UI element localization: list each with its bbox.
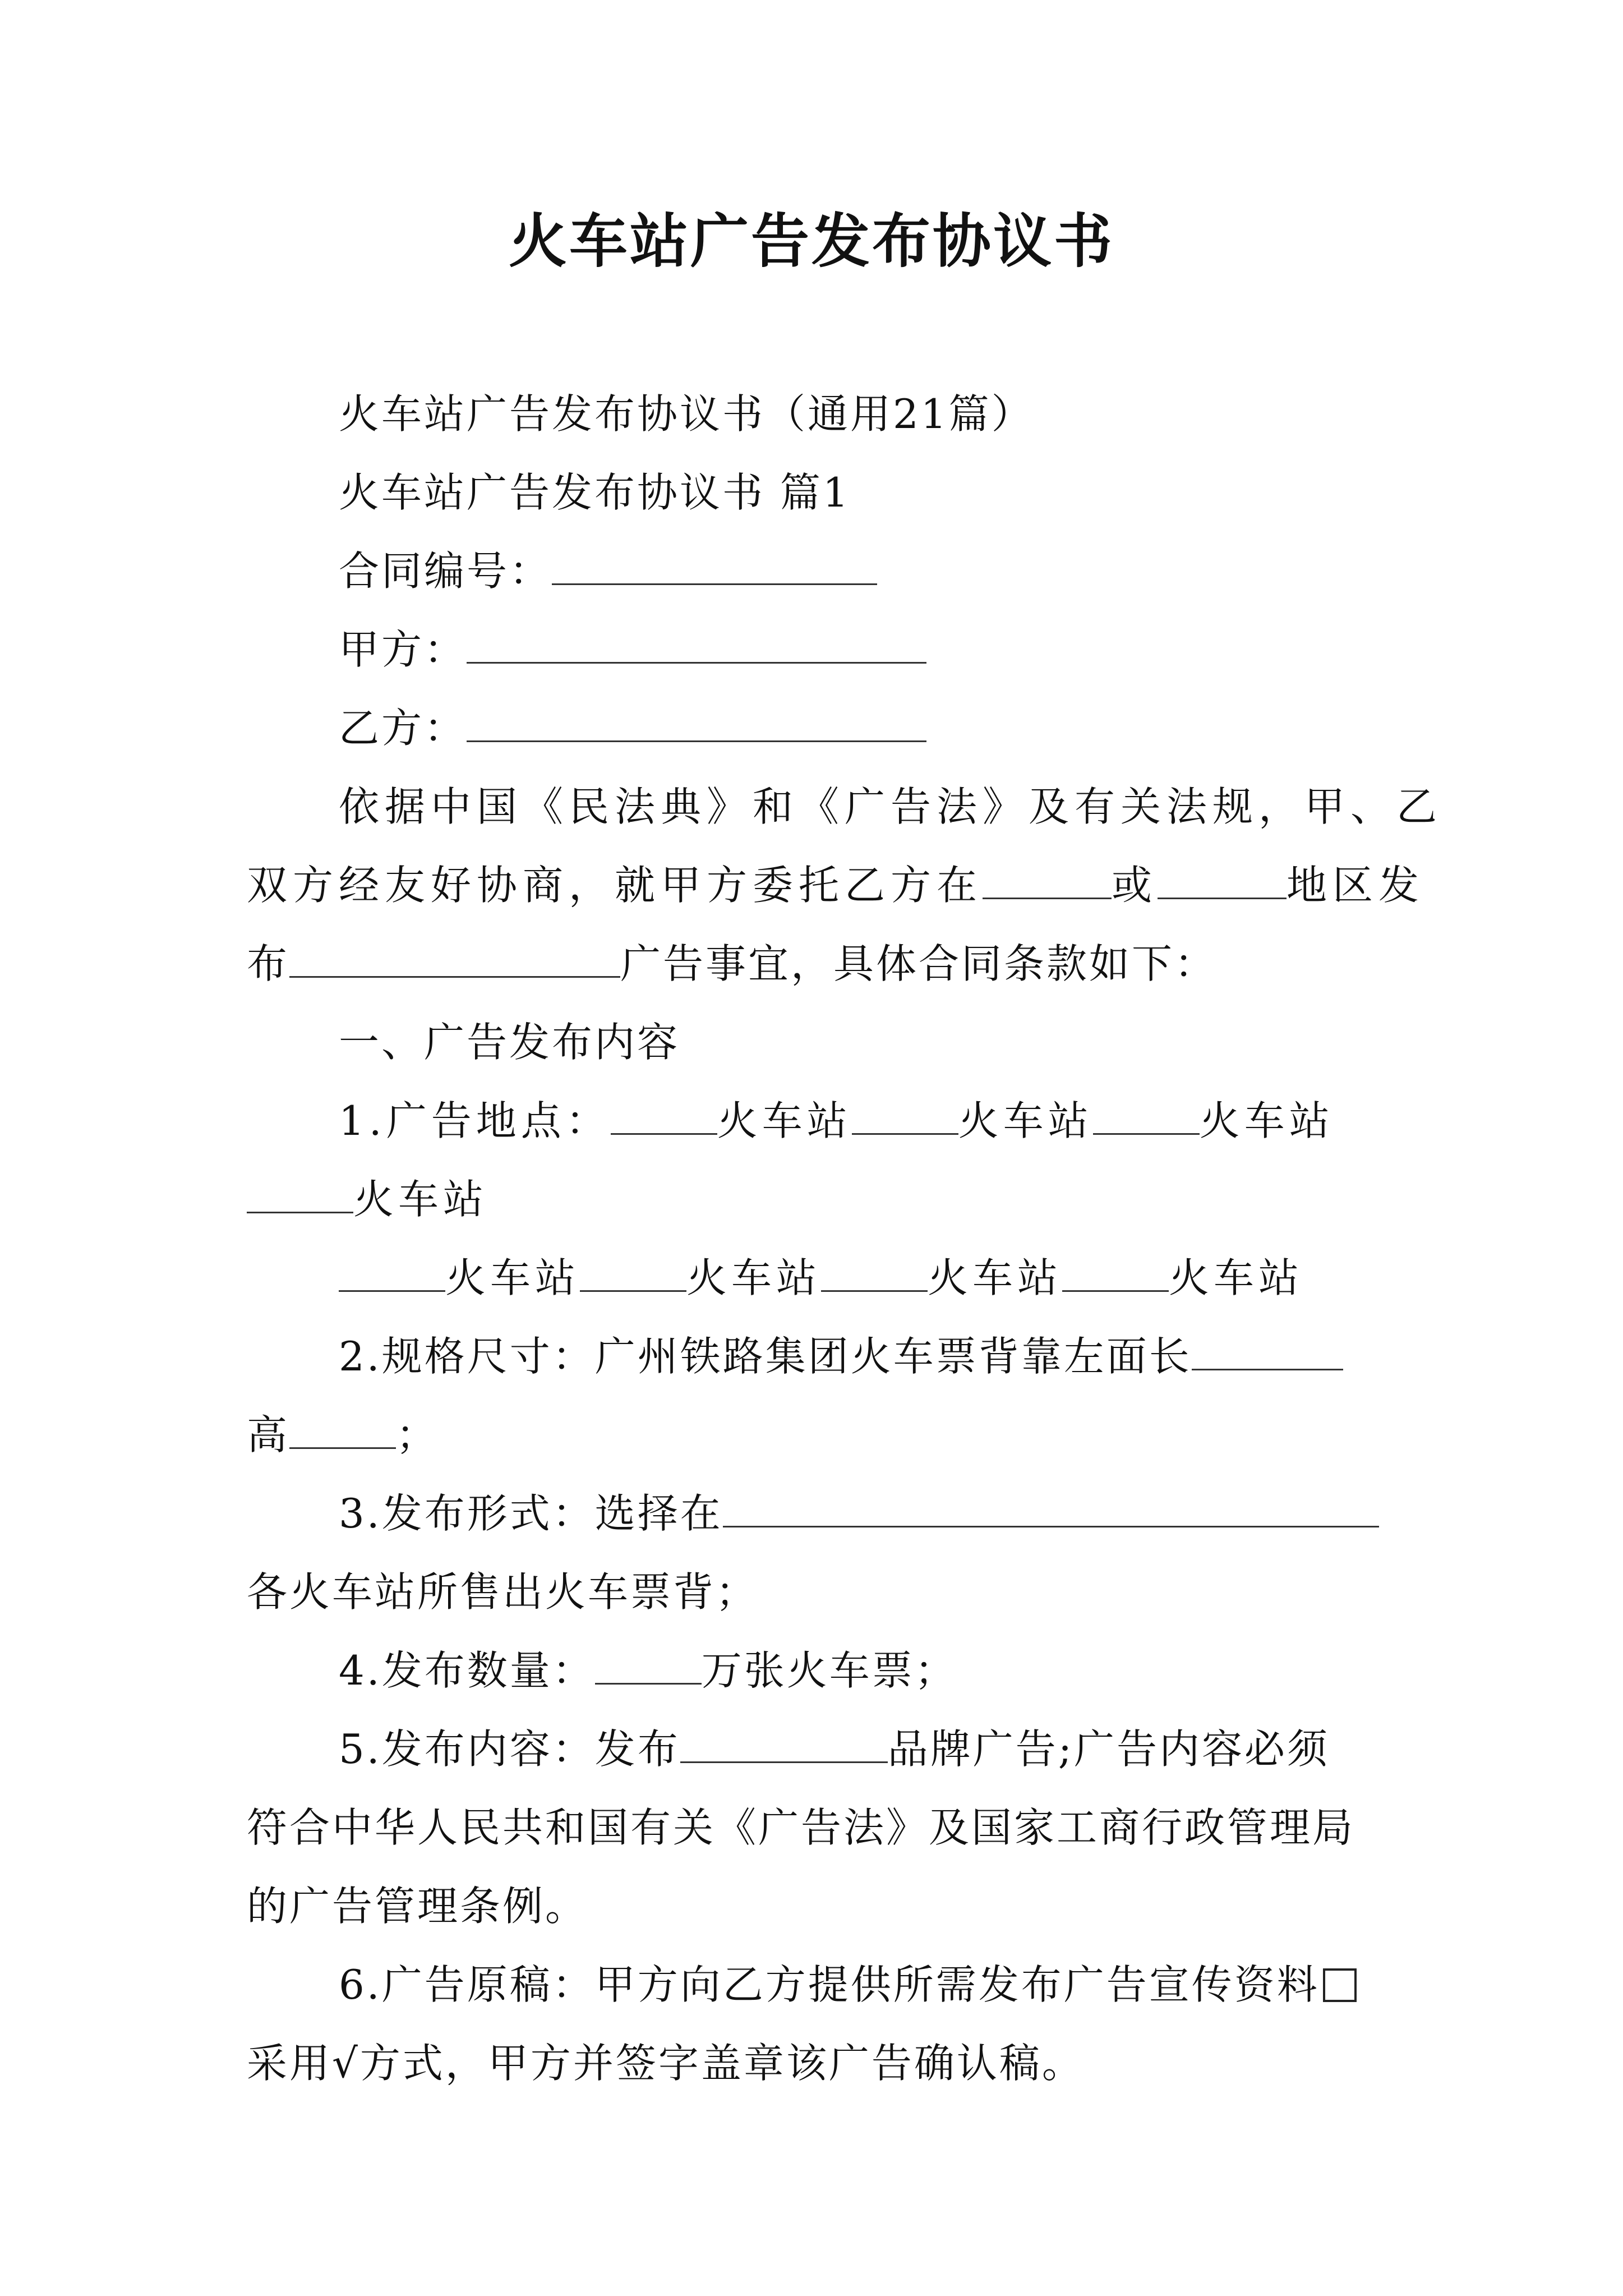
station-blank (821, 1257, 928, 1292)
document-title: 火车站广告发布协议书 (508, 206, 1114, 275)
station-text: 火车站 (928, 1254, 1063, 1301)
item-2-end: ； (396, 1411, 439, 1458)
item-2-line-1 (339, 1329, 1343, 1383)
station-blank (611, 1099, 717, 1135)
party-b-blank (467, 707, 926, 742)
region-blank-1 (983, 864, 1112, 899)
intro-line-1: 依据中国《民法典》和《广告法》及有关法规，甲、乙 (339, 783, 1443, 830)
item-5-label: 5.发布内容：发布 (339, 1726, 680, 1773)
intro-region-text: 地区发 (1287, 862, 1425, 909)
item-2-text: 2.规格尺寸：广州铁路集团火车票背靠左面长 (339, 1333, 1192, 1380)
station-blank (852, 1099, 958, 1135)
station-blank (247, 1178, 353, 1213)
item-4-unit: 万张火车票； (701, 1647, 957, 1694)
station-text: 火车站 (717, 1097, 852, 1144)
quantity-blank (595, 1649, 702, 1685)
intro-terms-text: 广告事宜，具体合同条款如下： (620, 940, 1218, 987)
item-5-line-1 (339, 1722, 1330, 1776)
item-4-line (339, 1644, 957, 1697)
intro-text: 双方经友好协商，就甲方委托乙方在 (247, 862, 983, 909)
station-text: 火车站 (686, 1254, 822, 1301)
height-blank (289, 1414, 396, 1449)
publish-form-blank (723, 1492, 1379, 1527)
party-a-label: 甲方： (339, 626, 467, 673)
party-b-label: 乙方： (339, 705, 467, 752)
item-3-text: 3.发布形式：选择在 (339, 1490, 723, 1537)
item-1-line-1 (339, 1094, 1334, 1148)
contract-number-blank (552, 550, 877, 585)
document-subtitle: 火车站广告发布协议书（通用21篇） (339, 390, 1034, 438)
item-5-line-2: 符合中华人民共和国有关《广告法》及国家工商行政管理局 (247, 1804, 1355, 1851)
brand-blank (680, 1728, 888, 1763)
height-label: 高 (247, 1411, 290, 1458)
item-3-line-2: 各火车站所售出火车票背； (247, 1568, 759, 1616)
section-heading: 火车站广告发布协议书 篇1 (339, 469, 851, 516)
item-2-line-2 (247, 1408, 439, 1462)
item-1-line-3 (339, 1251, 1303, 1305)
station-blank (339, 1257, 445, 1292)
ad-content-blank (289, 942, 620, 978)
intro-line-3 (247, 937, 1217, 991)
checkbox-icon[interactable] (1323, 1968, 1357, 2002)
party-b-row (339, 701, 926, 755)
item-4-label: 4.发布数量： (339, 1647, 595, 1694)
intro-line-2 (247, 858, 1424, 912)
item-5-rest: 品牌广告;广告内容必须 (887, 1726, 1330, 1773)
station-text: 火车站 (1199, 1097, 1334, 1144)
station-blank (1062, 1257, 1169, 1292)
item-1-line-2 (247, 1172, 488, 1226)
item-3-line-1 (339, 1487, 1379, 1540)
item-6-text: 6.广告原稿：甲方向乙方提供所需发布广告宣传资料 (339, 1961, 1320, 2008)
station-blank (580, 1257, 686, 1292)
item-1-label: 1.广告地点： (339, 1097, 611, 1144)
party-a-blank (467, 628, 926, 664)
station-blank (1093, 1099, 1200, 1135)
item-6-line-1 (339, 1958, 1357, 2012)
region-blank-2 (1158, 864, 1287, 899)
station-text: 火车站 (445, 1254, 580, 1301)
intro-publish: 布 (247, 940, 290, 987)
heading-ad-content: 一、广告发布内容 (339, 1019, 680, 1066)
party-a-row (339, 623, 926, 677)
item-6-line-2: 采用√方式，甲方并签字盖章该广告确认稿。 (247, 2040, 1085, 2087)
station-text: 火车站 (958, 1097, 1093, 1144)
contract-number-row (339, 544, 877, 598)
station-text: 火车站 (353, 1176, 488, 1223)
length-blank (1192, 1335, 1343, 1370)
contract-number-label: 合同编号： (339, 547, 552, 595)
intro-or: 或 (1112, 862, 1158, 909)
item-5-line-3: 的广告管理条例。 (247, 1883, 588, 1930)
station-text: 火车站 (1169, 1254, 1304, 1301)
